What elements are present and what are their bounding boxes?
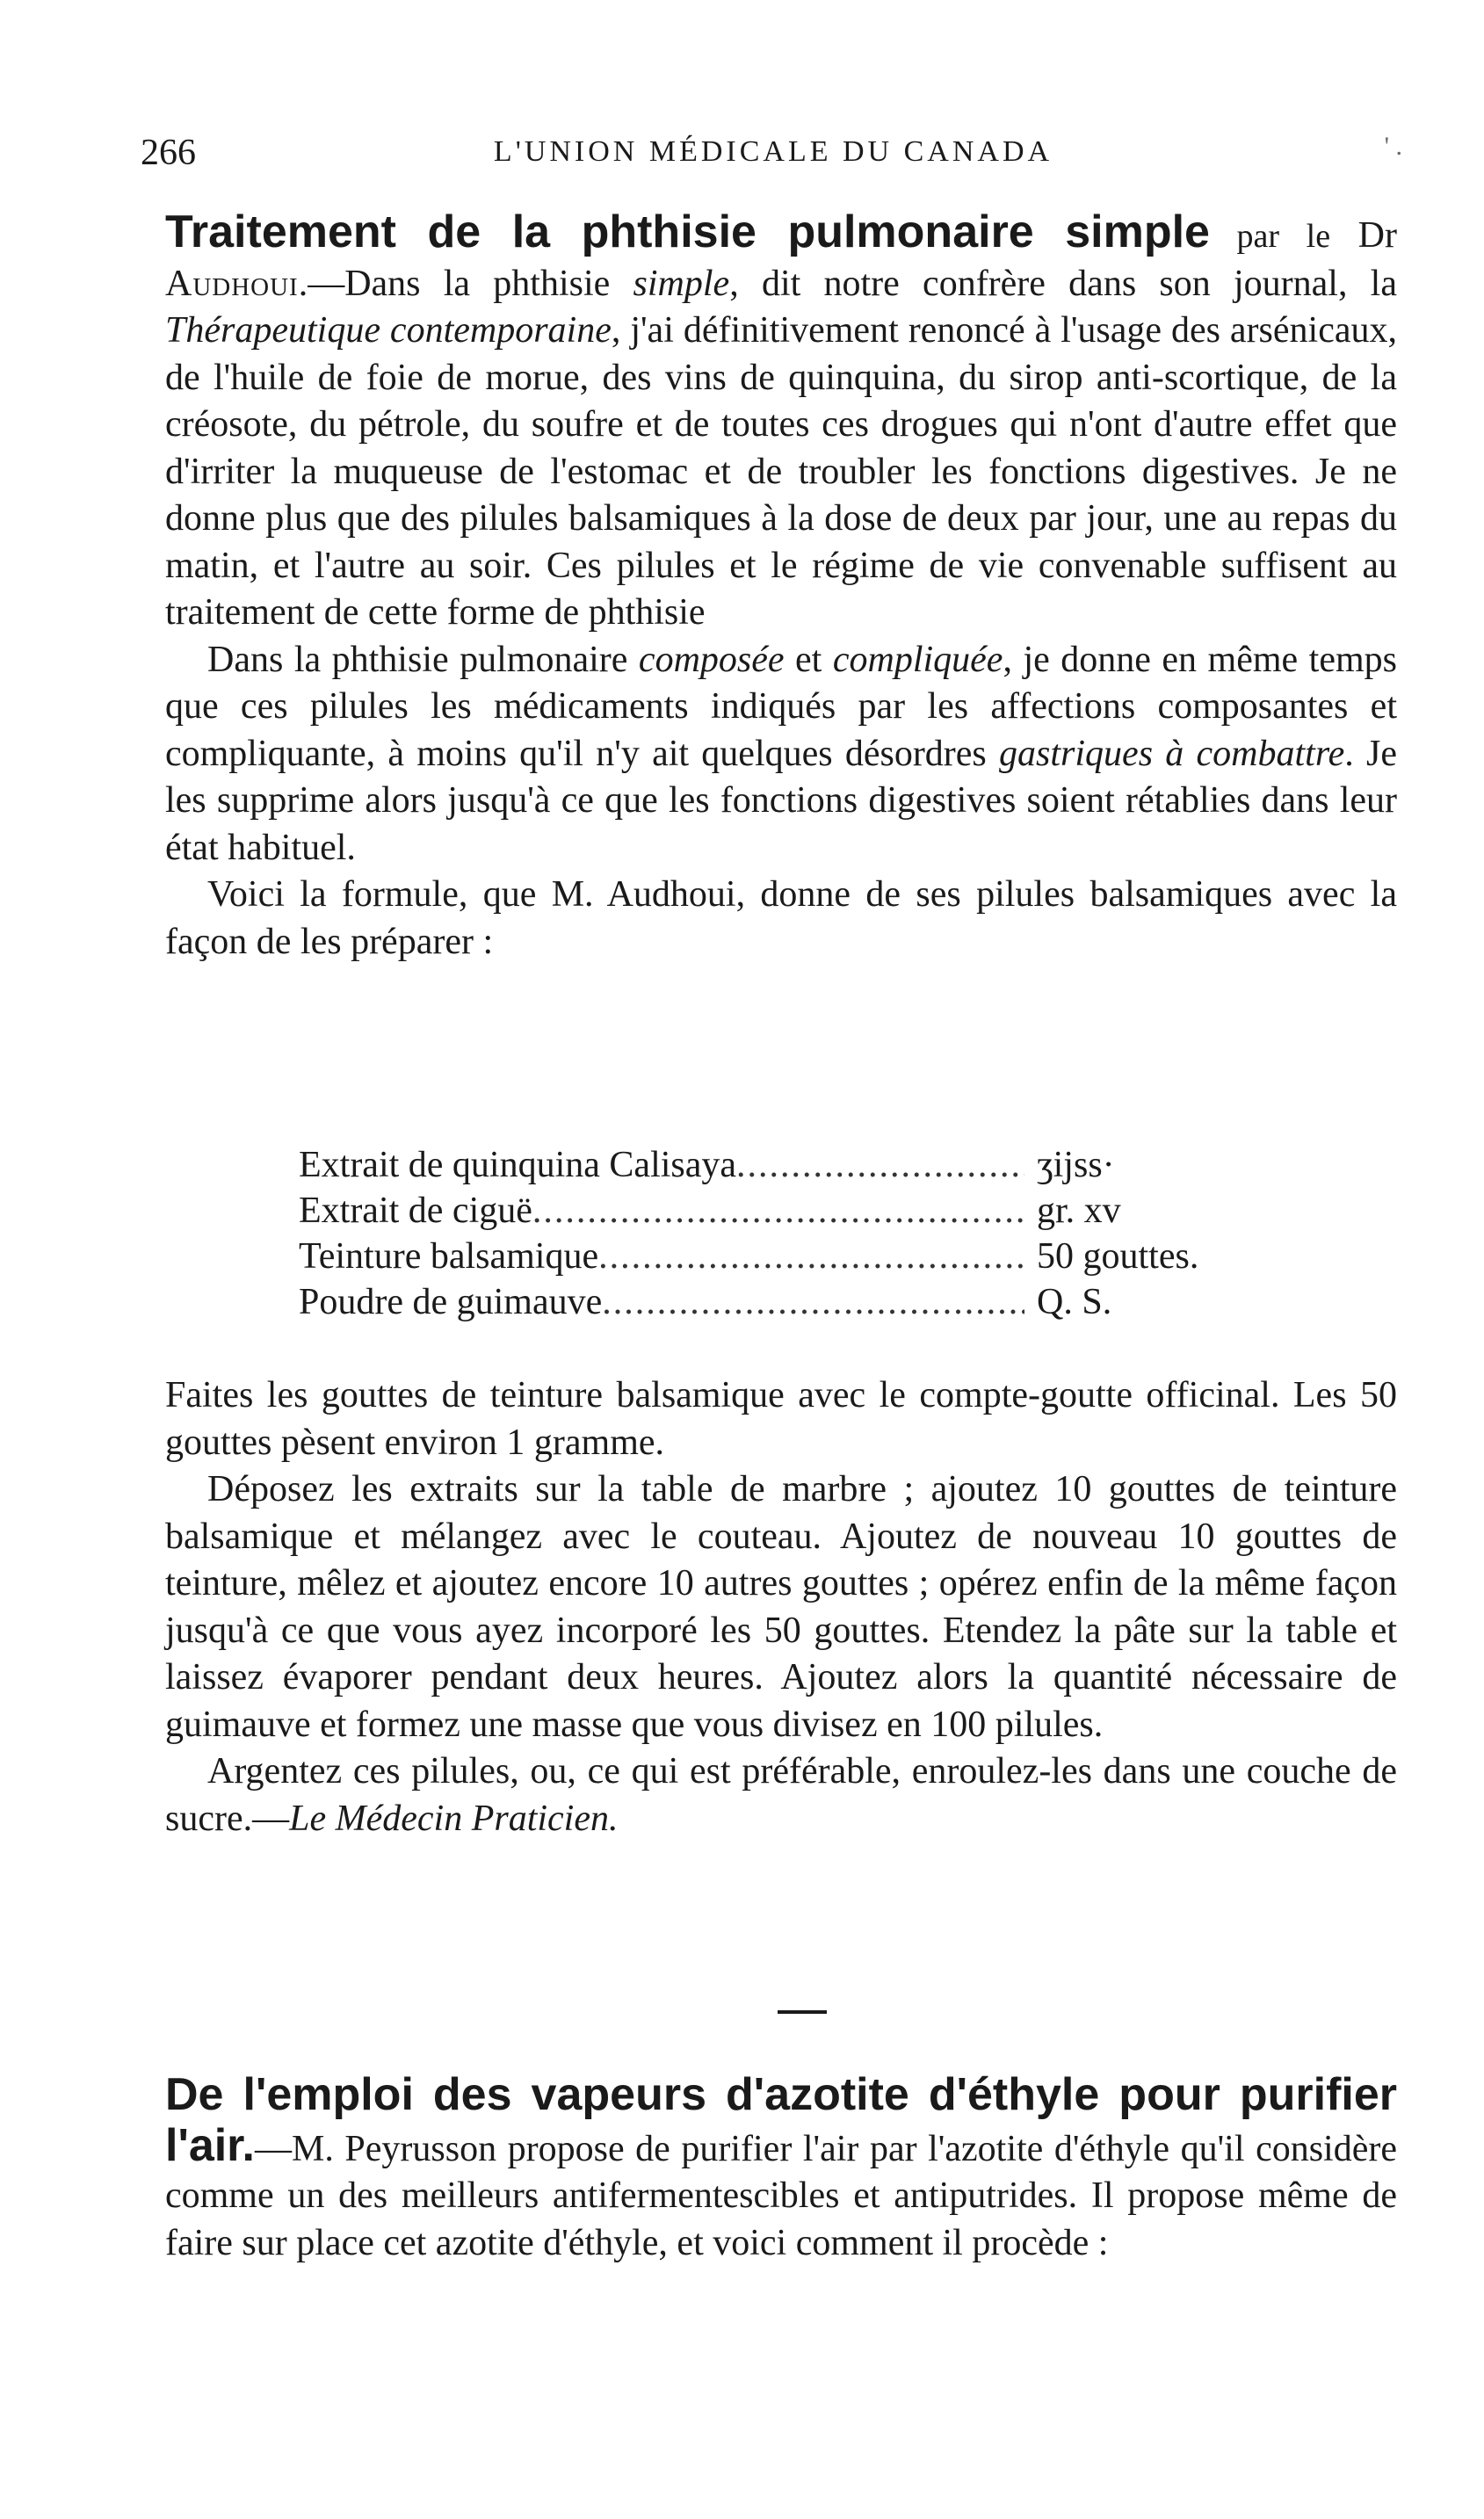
formula-ingredient: Teinture balsamique bbox=[299, 1236, 599, 1277]
leader-dots bbox=[736, 1142, 1024, 1188]
page-header bbox=[141, 132, 1406, 185]
section-separator bbox=[778, 2010, 827, 2014]
emphasis-text: simple bbox=[633, 263, 730, 304]
source-citation: Le Médecin Praticien. bbox=[289, 1798, 619, 1839]
article-title: De l'emploi des vapeurs d'azotite d'éthyle pour purifier l'air. bbox=[165, 2069, 1397, 2171]
paragraph-text: . Je les supprime alors jusqu'à ce que les fonctions digestives soient rétablies dans leur état habituel. bbox=[165, 733, 1397, 868]
formula-ingredient: Poudre de guimauve bbox=[299, 1282, 603, 1322]
leader-dots bbox=[532, 1188, 1024, 1234]
leader-dots bbox=[602, 1279, 1024, 1325]
emphasis-text: composée bbox=[638, 639, 785, 680]
emphasis-text: gastriques à combattre bbox=[999, 733, 1345, 774]
page-number: 266 bbox=[141, 133, 196, 173]
formula-row bbox=[299, 1234, 1265, 1279]
formula-quantity: 50 gouttes. bbox=[1037, 1236, 1199, 1277]
running-head: L'UNION MÉDICALE DU CANADA bbox=[493, 135, 1053, 168]
paragraph: Voici la formule, que M. Audhoui, donne de ses pilules balsamiques avec la façon de les préparer : bbox=[165, 874, 1397, 962]
article-azotite bbox=[165, 2069, 1397, 2267]
formula-quantity: Q. S. bbox=[1037, 1282, 1112, 1322]
article-title: Traitement de la phthisie pulmonaire simple bbox=[165, 206, 1210, 257]
emphasis-text: compliquée bbox=[832, 639, 1003, 680]
paragraph-text: .—Dans la phthisie bbox=[298, 263, 633, 304]
paragraph-text: , dit notre confrère dans son journal, la bbox=[729, 263, 1397, 304]
formula-ingredient: Extrait de ciguë bbox=[299, 1191, 532, 1231]
journal-title: Thérapeutique contemporaine bbox=[165, 310, 612, 351]
author-name: Audhoui bbox=[165, 263, 299, 304]
article-phthisie bbox=[165, 206, 1398, 966]
article-phthisie-continued bbox=[165, 1372, 1397, 1842]
title-tail: par le bbox=[1209, 218, 1331, 255]
leader-dots bbox=[598, 1234, 1024, 1279]
formula-row bbox=[299, 1279, 1265, 1325]
formula-ingredient: Extrait de quinquina Calisaya bbox=[299, 1145, 737, 1185]
paragraph-text: et bbox=[784, 639, 833, 680]
paragraph-text: , je donne en même temps que ces pilules les médicaments indiqués par les affections composantes et compliquante, à moins qu'il n'y ait quelques désordres bbox=[165, 639, 1398, 774]
paragraph-text: Argentez ces pilules, ou, ce qui est préférable, enroulez-les dans une couche de sucre.— bbox=[165, 1751, 1397, 1839]
formula-row bbox=[299, 1188, 1265, 1234]
article-title-paragraph bbox=[165, 2069, 1397, 2267]
formula-quantity: gr. xv bbox=[1037, 1191, 1121, 1231]
margin-mark: ' . bbox=[1384, 132, 1402, 161]
paragraph: Faites les gouttes de teinture balsamique avec le compte-goutte officinal. Les 50 gouttes pèsent environ 1 gramme. bbox=[165, 1375, 1397, 1463]
article-title-paragraph bbox=[165, 206, 1397, 637]
formula-quantity: ʒijss· bbox=[1037, 1145, 1115, 1185]
paragraph: Déposez les extraits sur la table de marbre ; ajoutez 10 gouttes de teinture balsamique et mélangez avec le couteau. Ajoutez de nouveau 10 gouttes de teinture, mêlez et ajoutez encore 10 autres gouttes ; opérez enfin de la même façon jusqu'à ce que vous ayez incorporé les 50 gouttes. Etendez la pâte sur la table et laissez évaporer pendant deux heures. Ajoutez alors la quantité nécessaire de guimauve et formez une masse que vous divisez en 100 pilules. bbox=[165, 1469, 1397, 1745]
paragraph-text: , j'ai définitivement renoncé à l'usage des arsénicaux, de l'huile de foie de morue, des vins de quinquina, du sirop anti-scortique, de la créosote, du pétrole, du soufre et de toutes ces drogues qui n'ont d'autre effet que d'irriter la muqueuse de l'estomac et de troubler les fonctions digestives. Je ne donne plus que des pilules balsamiques à la dose de deux par jour, une au repas du matin, et l'autre au soir. Ces pilules et le régime de vie convenable suffisent au traitement de cette forme de phthisie bbox=[165, 310, 1397, 633]
paragraph bbox=[165, 637, 1397, 872]
formula-table bbox=[299, 1142, 1265, 1325]
paragraph-text: Dans la phthisie pulmonaire bbox=[207, 639, 639, 680]
paragraph-text: —M. Peyrusson propose de purifier l'air par l'azotite d'éthyle qu'il considère comme un des meilleurs antifermentescibles et antiputrides. Il propose même de faire sur place cet azotite d'éthyle, et voici comment il procède : bbox=[165, 2128, 1397, 2263]
formula-row bbox=[299, 1142, 1265, 1188]
paragraph bbox=[165, 1748, 1397, 1842]
doctor-abbrev: Dr bbox=[1357, 215, 1397, 256]
